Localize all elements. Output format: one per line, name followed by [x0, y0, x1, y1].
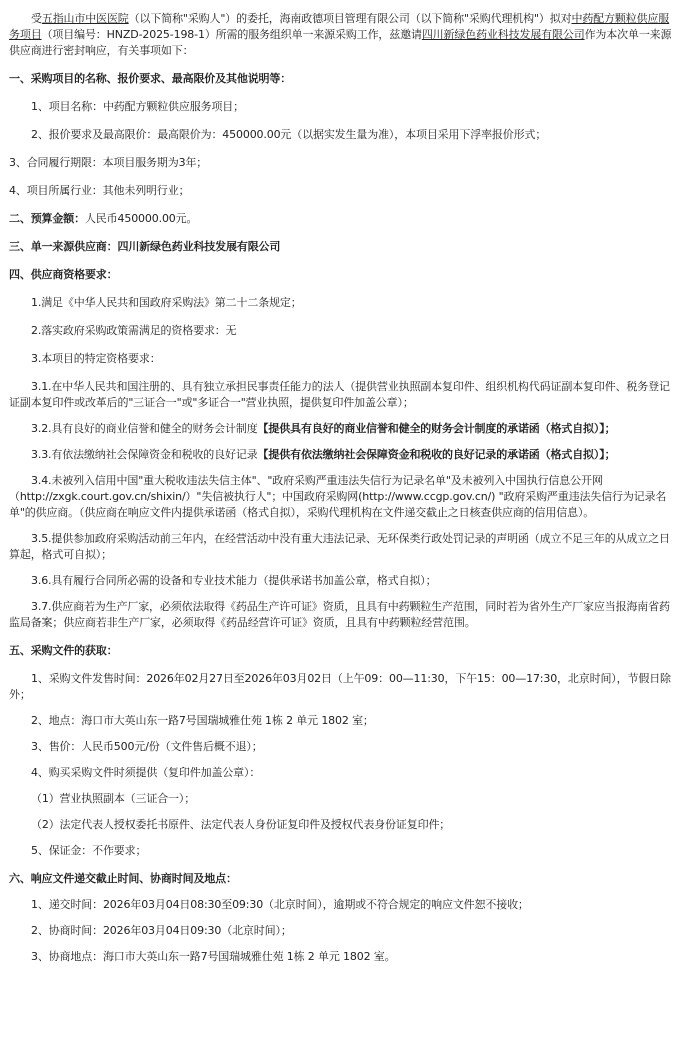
s1-item-4: 4、项目所属行业：其他未列明行业；	[9, 184, 190, 197]
supplier-name: 四川新绿色药业科技发展有限公司	[421, 28, 585, 41]
time-item-2: 2、协商时间：2026年03月04日09:30（北京时间）；	[31, 924, 292, 937]
qualification-3: 3.本项目的特定资格要求：	[31, 352, 161, 365]
s1-item-2: 2、报价要求及最高限价：最高限价为：450000.00元（以据实发生量为准），本项目采用下浮率报价形式；	[31, 128, 547, 141]
q33-text: 3.3.有依法缴纳社会保障资金和税收的良好记录	[31, 448, 258, 461]
intro-text-4: 作为本次单一来源供应商进行密封响应，有关事项如下：	[9, 28, 672, 57]
qualification-3-3	[9, 447, 678, 463]
qualification-2: 2.落实政府采购政策需满足的资格要求：无	[31, 324, 237, 337]
intro-text-2: （以下简称"采购人"）的委托，海南政德项目管理有限公司（以下简称"采购代理机构"）拟对	[128, 12, 572, 25]
doc-item-1: 1、采购文件发售时间：2026年02月27日至2026年03月02日（上午09：00—11:30，下午15：00—17:30，北京时间），节假日除外；	[9, 672, 671, 701]
doc-item-3: 3、售价：人民币500元/份（文件售后概不退）；	[31, 740, 263, 753]
intro-text-1: 受	[31, 12, 42, 25]
s1-item-1: 1、项目名称：中药配方颗粒供应服务项目；	[31, 100, 244, 113]
project-name: 中药配方颗粒供应服务项目	[9, 12, 670, 41]
budget-line	[9, 211, 678, 227]
q32-text: 3.2.具有良好的商业信誉和健全的财务会计制度	[31, 422, 258, 435]
q32-bold-text: 【提供具有良好的商业信誉和健全的财务会计制度的承诺函（格式自拟）】；	[257, 422, 616, 435]
doc-item-5: 5、保证金：不作要求；	[31, 844, 147, 857]
intro-paragraph	[9, 11, 678, 59]
section-1-title: 一、采购项目的名称、报价要求、最高限价及其他说明等：	[9, 72, 292, 85]
section-4-title: 四、供应商资格要求：	[9, 268, 118, 281]
qualification-3-5: 3.5.提供参加政府采购活动前三年内，在经营活动中没有重大违法记录、无环保类行政处罚记录的声明函（成立不足三年的从成立之日算起，格式可自拟）；	[9, 532, 670, 561]
intro-text-3: （项目编号：HNZD-2025-198-1）所需的服务组织单一来源采购工作，兹邀请	[41, 28, 422, 41]
doc-item-4-2: （2）法定代表人授权委托书原件、法定代表人身份证复印件及授权代表身份证复印件；	[31, 818, 451, 831]
time-item-3: 3、协商地点：海口市大英山东一路7号国瑞城雅仕苑 1栋 2 单元 1802 室。	[31, 950, 396, 963]
section-5-title: 五、采购文件的获取：	[9, 644, 118, 657]
section-3-title: 三、单一来源供应商：四川新绿色药业科技发展有限公司	[9, 240, 281, 253]
qualification-3-4: 3.4.未被列入信用中国"重大税收违法失信主体"、"政府采购严重违法失信行为记录名单"及未被列入中国执行信息公开网（http://zxgk.court.gov.cn/shixin/）"失信被执行人"；中国政府采购网(http://www.ccgp.gov.cn/) "政府采购严重违法失信行为记录名单"的供应商。（供应商在响应文件内提供承诺函（格式自拟），采购代理机构在文件递交截止之日核查供应商的信用信息）。	[9, 474, 667, 519]
qualification-3-6: 3.6.具有履行合同所必需的设备和专业技术能力（提供承诺书加盖公章，格式自拟）；	[31, 574, 437, 587]
purchaser-name: 五指山市中医医院	[41, 12, 129, 25]
qualification-1: 1.满足《中华人民共和国政府采购法》第二十二条规定；	[31, 296, 302, 309]
section-6-title: 六、响应文件递交截止时间、协商时间及地点：	[9, 872, 237, 885]
qualification-3-7: 3.7.供应商若为生产厂家，必须依法取得《药品生产许可证》资质，且具有中药颗粒生产范围，同时若为省外生产厂家应当报海南省药监局备案；供应商若非生产厂家，必须取得《药品经营许可证》资质，且具有中药颗粒经营范围。	[9, 600, 670, 629]
time-item-1: 1、递交时间：2026年03月04日08:30至09:30（北京时间），逾期或不符合规定的响应文件恕不接收；	[31, 898, 529, 911]
budget-label: 二、预算金额：	[9, 212, 85, 225]
s1-item-3: 3、合同履行期限：本项目服务期为3年；	[9, 156, 208, 169]
qualification-3-1: 3.1.在中华人民共和国注册的、具有独立承担民事责任能力的法人（提供营业执照副本复印件、组织机构代码证副本复印件、税务登记证副本复印件或改革后的"三证合一"或"多证合一"营业执照，提供复印件加盖公章）；	[9, 380, 670, 409]
qualification-3-2	[9, 421, 678, 437]
q33-bold-text: 【提供有依法缴纳社会保障资金和税收的良好记录的承诺函（格式自拟）】；	[257, 448, 616, 461]
doc-item-4-1: （1）营业执照副本（三证合一）；	[31, 792, 196, 805]
doc-item-2: 2、地点：海口市大英山东一路7号国瑞城雅仕苑 1栋 2 单元 1802 室；	[31, 714, 374, 727]
budget-value: 人民币450000.00元。	[84, 212, 198, 225]
doc-item-4: 4、购买采购文件时须提供（复印件加盖公章）：	[31, 766, 261, 779]
